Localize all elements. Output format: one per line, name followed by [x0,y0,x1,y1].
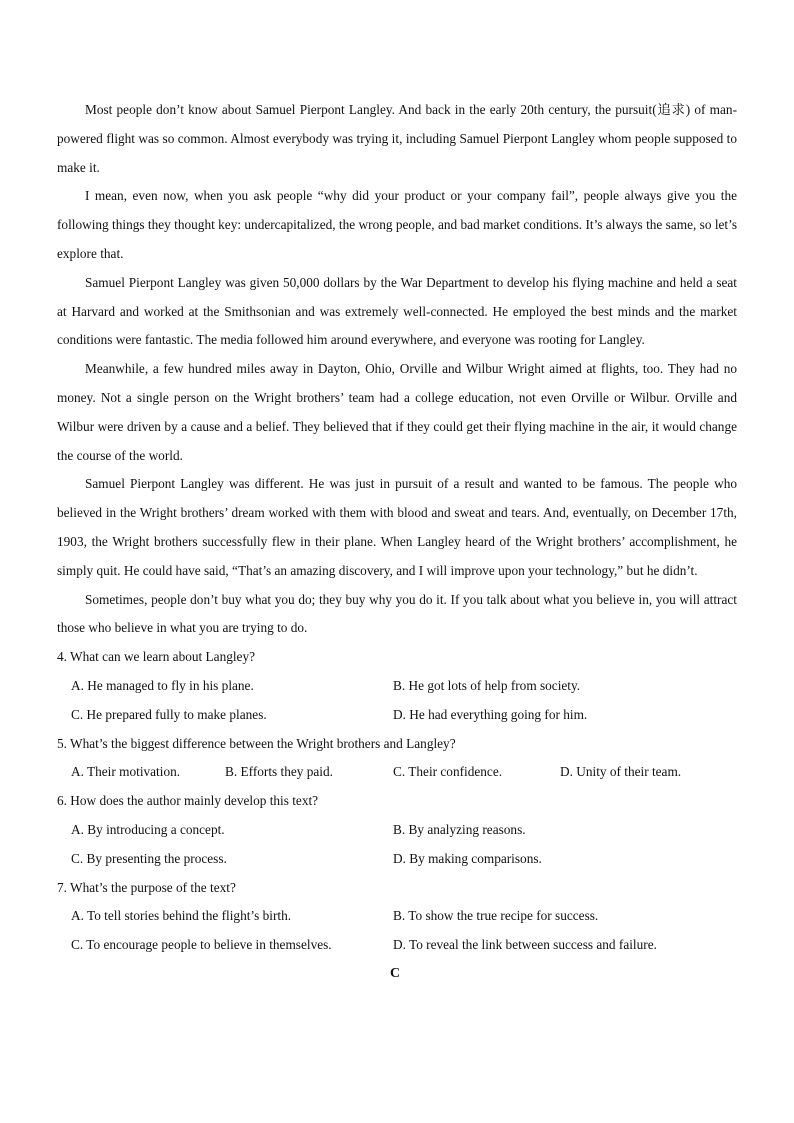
option-row [57,816,737,845]
passage-paragraph-5: Samuel Pierpont Langley was different. He was just in pursuit of a result and wanted to be famous. The people who believed in the Wright brothers’ dream worked with them with blood and sweat and tears. And, eventually, on December 17th, 1903, the Wright brothers successfully flew in their plane. When Langley heard of the Wright brothers’ accomplishment, he simply quit. He could have said, “That’s an amazing discovery, and I will improve upon your technology,” but he didn’t. [57,476,737,578]
section-heading-c: C [389,965,401,981]
passage-paragraph-6: Sometimes, people don’t buy what you do; they buy why you do it. If you talk about what you believe in, you will attract those who believe in what you are trying to do. [57,591,737,636]
question-stem: 7. What’s the purpose of the text? [57,879,236,895]
option-a: A. Their motivation. [71,764,181,780]
question-stem: 5. What’s the biggest difference between the Wright brothers and Langley? [57,735,456,751]
question-5 [57,730,737,788]
option-c: C. By presenting the process. [71,850,227,866]
option-c: C. He prepared fully to make planes. [71,706,267,722]
question-6 [57,787,737,873]
option-c: C. To encourage people to believe in themselves. [71,937,332,953]
option-b: B. By analyzing reasons. [393,821,526,837]
option-row [57,931,737,960]
question-7 [57,874,737,960]
document-page [57,96,737,988]
option-b: B. He got lots of help from society. [393,677,581,693]
option-a: A. He managed to fly in his plane. [71,677,254,693]
question-4 [57,643,737,729]
option-row [57,701,737,730]
passage-paragraph-1: Most people don’t know about Samuel Pierpont Langley. And back in the early 20th century, the pursuit(追求) of man-powered flight was so common. Almost everybody was trying it, including Samuel Pierpont Langley whom people supposed to make it. [57,102,737,175]
option-a: A. To tell stories behind the flight’s birth. [71,908,292,924]
option-b: B. Efforts they paid. [225,764,333,780]
option-row [57,758,737,787]
option-row [57,902,737,931]
option-d: D. Unity of their team. [560,764,682,780]
passage-paragraph-3: Samuel Pierpont Langley was given 50,000 dollars by the War Department to develop his flying machine and held a seat at Harvard and worked at the Smithsonian and was extremely well-connected. He employed the best minds and the market conditions were fantastic. The media followed him around everywhere, and everyone was rooting for Langley. [57,274,737,348]
option-b: B. To show the true recipe for success. [393,908,599,924]
option-c: C. Their confidence. [393,764,503,780]
passage-paragraph-4: Meanwhile, a few hundred miles away in Dayton, Ohio, Orville and Wilbur Wright aimed at flights, too. They had no money. Not a single person on the Wright brothers’ team had a college education, not even Orville or Wilbur. Orville and Wilbur were driven by a cause and a belief. They believed that if they could get their flying machine in the air, it would change the course of the world. [57,361,737,463]
passage-paragraph-2: I mean, even now, when you ask people “why did your product or your company fail”, people always give you the following things they thought key: undercapitalized, the wrong people, and bad market conditions. It’s always the same, so let’s explore that. [57,188,737,261]
option-row [57,672,737,701]
question-stem: 4. What can we learn about Langley? [57,649,256,665]
option-a: A. By introducing a concept. [71,821,225,837]
option-d: D. To reveal the link between success and failure. [393,937,657,953]
option-d: D. By making comparisons. [393,850,542,866]
question-stem: 6. How does the author mainly develop this text? [57,793,319,809]
option-d: D. He had everything going for him. [393,706,588,722]
option-row [57,845,737,874]
